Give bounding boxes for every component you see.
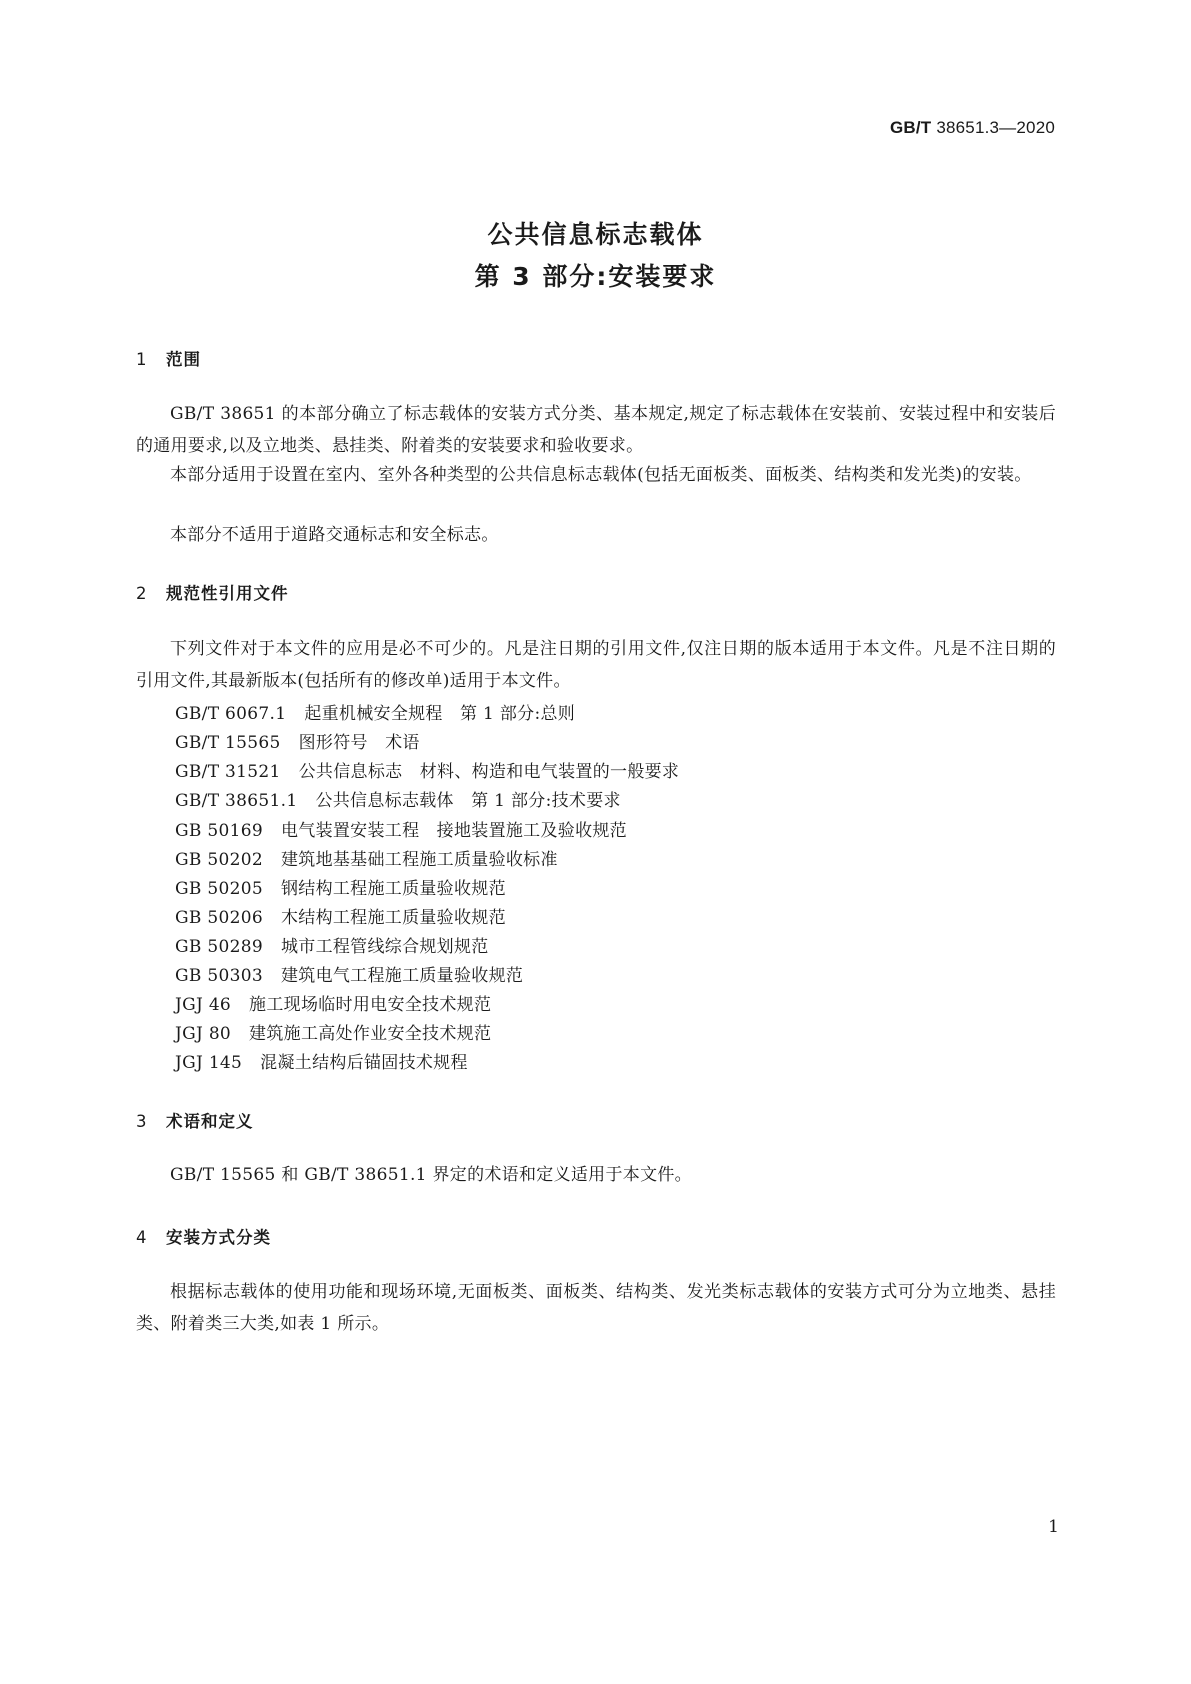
standard-prefix: GB/T — [889, 118, 932, 137]
reference-code: GB 50205 — [175, 879, 263, 899]
standard-number: 38651.3—2020 — [936, 118, 1055, 137]
section-number: 4 — [136, 1228, 148, 1247]
reference-item — [175, 990, 491, 1015]
section-1-heading — [136, 346, 201, 370]
reference-item — [175, 1019, 491, 1044]
reference-title: 电气装置安装工程 接地装置施工及验收规范 — [280, 821, 627, 841]
reference-item — [175, 845, 558, 870]
paragraph: GB/T 15565 和 GB/T 38651.1 界定的术语和定义适用于本文件。 — [170, 1165, 692, 1185]
reference-item — [175, 816, 627, 841]
reference-title: 建筑地基基础工程施工质量验收标准 — [280, 850, 558, 870]
reference-code: GB 50303 — [175, 966, 263, 986]
reference-item — [175, 728, 420, 753]
section-4-heading — [136, 1224, 271, 1248]
section-number: 2 — [136, 584, 148, 603]
reference-code: GB 50206 — [175, 908, 263, 928]
reference-code: JGJ 145 — [175, 1053, 243, 1073]
reference-title: 城市工程管线综合规划规范 — [280, 937, 489, 957]
paragraph: 根据标志载体的使用功能和现场环境,无面板类、面板类、结构类、发光类标志载体的安装方式可分为立地类、悬挂类、附着类三大类,如表 1 所示。 — [136, 1282, 1056, 1334]
document-subtitle: 第 3 部分:安装要求 — [474, 262, 717, 291]
paragraph: 本部分适用于设置在室内、室外各种类型的公共信息标志载体(包括无面板类、面板类、结构类和发光类)的安装。 — [170, 465, 1032, 485]
reference-title: 建筑电气工程施工质量验收规范 — [280, 966, 524, 986]
paragraph: GB/T 38651 的本部分确立了标志载体的安装方式分类、基本规定,规定了标志载体在安装前、安装过程中和安装后的通用要求,以及立地类、悬挂类、附着类的安装要求和验收要求。 — [136, 404, 1056, 456]
reference-item — [175, 903, 506, 928]
section-number: 1 — [136, 350, 148, 369]
section-title: 安装方式分类 — [166, 1228, 271, 1247]
reference-item — [175, 699, 575, 724]
reference-item — [175, 757, 679, 782]
reference-title: 混凝土结构后锚固技术规程 — [260, 1053, 468, 1073]
reference-title: 公共信息标志载体 第 1 部分:技术要求 — [315, 791, 621, 811]
reference-title: 建筑施工高处作业安全技术规范 — [249, 1024, 492, 1044]
reference-code: GB 50289 — [175, 937, 263, 957]
reference-code: JGJ 80 — [175, 1024, 232, 1044]
reference-title: 起重机械安全规程 第 1 部分:总则 — [304, 704, 576, 724]
reference-item — [175, 961, 523, 986]
reference-title: 施工现场临时用电安全技术规范 — [249, 995, 492, 1015]
section-title: 规范性引用文件 — [166, 584, 289, 603]
reference-item — [175, 874, 506, 899]
reference-code: GB/T 6067.1 — [175, 704, 287, 724]
section-3-heading — [136, 1108, 254, 1132]
reference-code: GB 50169 — [175, 821, 263, 841]
reference-title: 公共信息标志 材料、构造和电气装置的一般要求 — [298, 762, 680, 782]
paragraph: 下列文件对于本文件的应用是必不可少的。凡是注日期的引用文件,仅注日期的版本适用于本文件。凡是不注日期的引用文件,其最新版本(包括所有的修改单)适用于本文件。 — [136, 639, 1056, 691]
reference-item — [175, 1048, 468, 1073]
standard-code — [890, 118, 1055, 138]
section-title: 术语和定义 — [166, 1112, 254, 1131]
reference-code: GB/T 38651.1 — [175, 791, 298, 811]
reference-code: GB/T 31521 — [175, 762, 281, 782]
reference-item — [175, 786, 621, 811]
section-title: 范围 — [166, 350, 201, 369]
reference-item — [175, 932, 489, 957]
paragraph: 本部分不适用于道路交通标志和安全标志。 — [170, 525, 499, 545]
reference-title: 图形符号 术语 — [298, 733, 420, 753]
section-number: 3 — [136, 1112, 148, 1131]
reference-code: JGJ 46 — [175, 995, 232, 1015]
document-title: 公共信息标志载体 — [487, 220, 704, 249]
reference-title: 木结构工程施工质量验收规范 — [280, 908, 506, 928]
reference-code: GB 50202 — [175, 850, 263, 870]
reference-title: 钢结构工程施工质量验收规范 — [280, 879, 506, 899]
reference-code: GB/T 15565 — [175, 733, 281, 753]
page-number: 1 — [1048, 1517, 1059, 1537]
section-2-heading — [136, 580, 289, 604]
